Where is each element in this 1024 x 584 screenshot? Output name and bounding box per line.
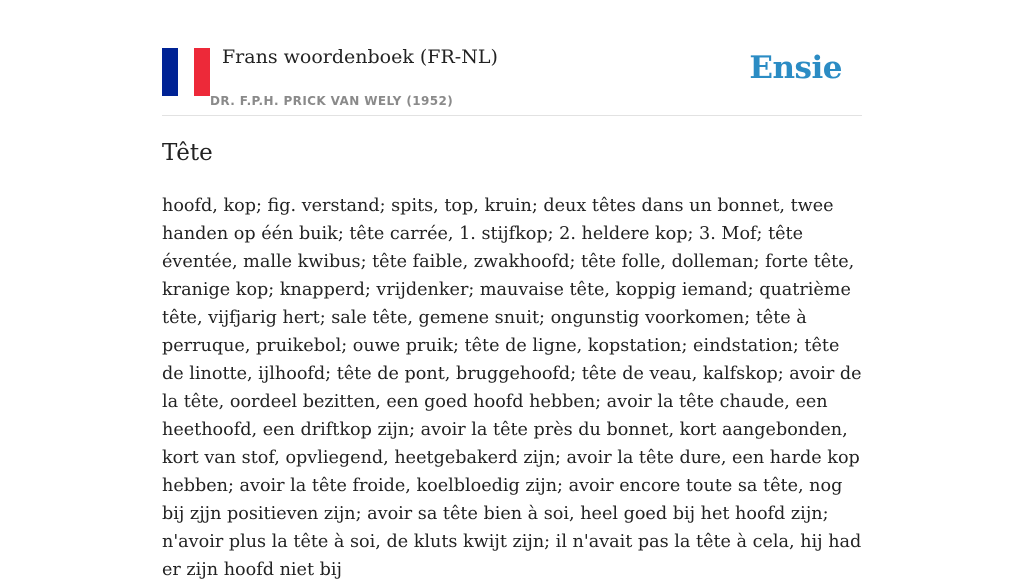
entry-title: Tête	[162, 140, 213, 166]
dictionary-header	[162, 42, 862, 116]
flag-stripe-red	[194, 48, 210, 96]
flag-stripe-blue	[162, 48, 178, 96]
brand-logo[interactable]: Ensie	[749, 50, 842, 86]
flag-stripe-white	[178, 48, 194, 96]
french-flag-icon	[162, 48, 210, 96]
entry-definition: hoofd, kop; fig. verstand; spits, top, kruin; deux têtes dans un bonnet, twee handen op één buik; tête carrée, 1. stijfkop; 2. heldere kop; 3. Mof; tête éventée, malle kwibus; tête faible, zwakhoofd; tête folle, dolleman; forte tête, kranige kop; knapperd; vrijdenker; mauvaise tête, koppig iemand; quatrième tête, vijfjarig hert; sale tête, gemene snuit; ongunstig voorkomen; tête à perruque, pruikebol; ouwe pruik; tête de ligne, kopstation; eindstation; tête de linotte, ijlhoofd; tête de pont, bruggehoofd; tête de veau, kalfskop; avoir de la tête, oordeel bezitten, een goed hoofd hebben; avoir la tête chaude, een heethoofd, een driftkop zijn; avoir la tête près du bonnet, kort aangebonden, kort van stof, opvliegend, heetgebakerd zijn; avoir la tête dure, een harde kop hebben; avoir la tête froide, koelbloedig zijn; avoir encore toute sa tête, nog bij zjjn positieven zijn; avoir sa tête bien à soi, heel goed bij het hoofd zijn; n'avoir plus la tête à soi, de kluts kwijt zijn; il n'avait pas la tête à cela, hij had er zijn hoofd niet bij	[162, 196, 862, 580]
dictionary-author: DR. F.P.H. PRICK VAN WELY (1952)	[210, 94, 454, 108]
dictionary-title[interactable]: Frans woordenboek (FR-NL)	[222, 46, 498, 68]
